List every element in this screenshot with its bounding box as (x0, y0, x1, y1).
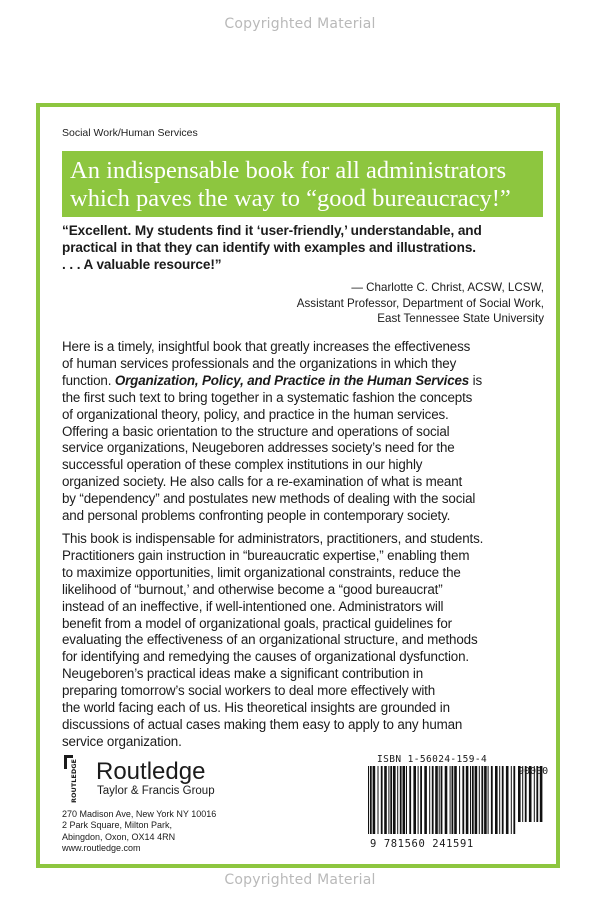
barcode-bar (513, 766, 515, 834)
barcode-bar (459, 766, 460, 834)
address-line: Abingdon, Oxon, OX14 4RN (62, 831, 176, 842)
attribution-school: East Tennessee State University (377, 312, 544, 325)
barcode-bar (424, 766, 427, 834)
para2-line: instead of an ineffective, if well-intentioned one. Administrators will (62, 598, 444, 614)
watermark-top: Copyrighted Material (224, 16, 376, 32)
barcode-bar (432, 766, 434, 834)
barcode-bar (373, 766, 376, 834)
watermark-bottom: Copyrighted Material (224, 872, 376, 888)
para2-line: Neugeboren’s practical ideas make a significant contribution in (62, 666, 423, 682)
headline-line-1: An indispensable book for all administrators (70, 157, 507, 184)
barcode-bar (441, 766, 443, 834)
barcode-bar (368, 766, 369, 834)
para2-line: to maximize opportunities, limit organizational constraints, reduce the (62, 564, 461, 580)
address-website: www.routledge.com (62, 843, 141, 854)
barcode-bar (450, 766, 451, 834)
para1-line: service organizations, Neugeboren addresses society’s need for the (62, 440, 455, 456)
book-title-inline: Organization, Policy, and Practice in the Human Services (114, 372, 470, 388)
barcode-bar (488, 766, 489, 834)
para1-line-3 (62, 373, 550, 390)
barcode-bar (495, 766, 498, 834)
headline-line-2: which paves the way to “good bureaucracy!” (70, 185, 511, 212)
para2-line: preparing tomorrow’s social workers to deal more effectively with (62, 683, 436, 699)
headline-banner (62, 151, 543, 217)
para2-line: service organization. (62, 733, 182, 749)
barcode-bar (384, 766, 387, 834)
addon-digits: 90000 (518, 766, 549, 777)
barcode-bar (506, 766, 509, 834)
barcode-bar (393, 766, 396, 834)
barcode-bar (481, 766, 483, 834)
barcode-bar (381, 766, 383, 834)
routledge-logo-icon (62, 753, 80, 805)
para2-line: Practitioners gain instruction in “bureaucratic expertise,” enabling them (62, 547, 470, 563)
barcode-bar (429, 766, 430, 834)
description-paragraph-2 (62, 531, 550, 751)
barcode-bar (406, 766, 407, 834)
para1-line: Offering a basic orientation to the structure and operations of social (62, 423, 450, 439)
barcode-bar (370, 766, 372, 834)
para1-line: of organizational theory, policy, and practice in the human services. (62, 406, 449, 422)
para1-line: and personal problems confronting people in contemporary society. (62, 508, 451, 524)
quote-line-1: “Excellent. My students find it ‘user-friendly,’ understandable, and (62, 223, 482, 238)
para1-line-1: Here is a timely, insightful book that greatly increases the effectiveness (62, 339, 471, 354)
logo-vertical-text: ROUTLEDGE (70, 759, 78, 803)
barcode-bar (435, 766, 438, 834)
barcode-bar (413, 766, 416, 834)
barcode-bar (491, 766, 493, 834)
para2-line: benefit from a model of organizational goals, practical guidelines for (62, 615, 452, 631)
book-back-cover (36, 103, 560, 868)
attribution-name: — Charlotte C. Christ, ACSW, LCSW, (351, 281, 544, 294)
barcode-bar (475, 766, 478, 834)
barcode-bar (484, 766, 487, 834)
publisher-address (62, 809, 216, 855)
barcode-bar (439, 766, 440, 834)
para2-line: for identifying and remedying the causes of organizational dysfunction. (62, 649, 469, 665)
para1-line: the first such text to bring together in a systematic fashion the concepts (62, 389, 473, 405)
barcode-bar (418, 766, 419, 834)
barcode-bar (462, 766, 464, 834)
barcode-bar (388, 766, 389, 834)
barcode-bar (479, 766, 480, 834)
quote-line-2: practical in that they can identify with examples and illustrations. (62, 240, 476, 255)
attribution-title: Assistant Professor, Department of Social Work, (296, 296, 544, 310)
barcode-bar (502, 766, 504, 834)
publisher-name: Routledge (96, 758, 206, 785)
quote-line-3: . . . A valuable resource!” (62, 257, 222, 272)
barcode-bar (445, 766, 448, 834)
barcode-bar (403, 766, 406, 834)
barcode-bar (470, 766, 471, 834)
category-label: Social Work/Human Services (62, 127, 198, 139)
barcode-bar (499, 766, 500, 834)
barcode-bar (390, 766, 392, 834)
para1-line: by “dependency” and postulates new methods of dealing with the social (62, 491, 476, 507)
address-line: 270 Madison Ave, New York NY 10016 (62, 809, 217, 819)
isbn-label: ISBN 1-56024-159-4 (377, 754, 488, 765)
barcode-bar (409, 766, 411, 834)
para2-line: discussions of actual cases making them easy to apply to any human (62, 716, 463, 732)
barcode-bar (400, 766, 402, 834)
barcode-bar (511, 766, 512, 834)
para2-line: This book is indispensable for administrators, practitioners, and students. (62, 531, 484, 546)
para2-line: the world facing each of us. His theoretical insights are grounded in (62, 700, 450, 716)
publisher-group: Taylor & Francis Group (97, 785, 215, 797)
quote-attribution (224, 280, 544, 327)
barcode-bar (466, 766, 469, 834)
para1-line: organized society. He also calls for a re-examination of what is meant (62, 474, 463, 490)
barcode-bar (378, 766, 379, 834)
barcode-bar (397, 766, 398, 834)
para2-line: likelihood of “burnout,’ and otherwise become a “good bureaucrat” (62, 581, 443, 597)
para1-line-2: of human services professionals and the organizations in which they (62, 355, 457, 371)
barcode-bar (454, 766, 457, 834)
barcode-bar (472, 766, 474, 834)
barcode-bar (420, 766, 422, 834)
address-line: 2 Park Square, Milton Park, (62, 820, 173, 831)
barcode-bar (452, 766, 454, 834)
para2-line: evaluating the effectiveness of an organizational structure, and methods (62, 632, 478, 648)
ean-digits: 9 781560 241591 (370, 838, 474, 850)
review-quote (62, 222, 548, 273)
para1-line: successful operation of these complex institutions in our highly (62, 457, 423, 473)
para1-line-3-start: function. (62, 372, 115, 388)
description-paragraph-1 (62, 339, 550, 525)
para1-line-3-end: is (469, 372, 483, 388)
